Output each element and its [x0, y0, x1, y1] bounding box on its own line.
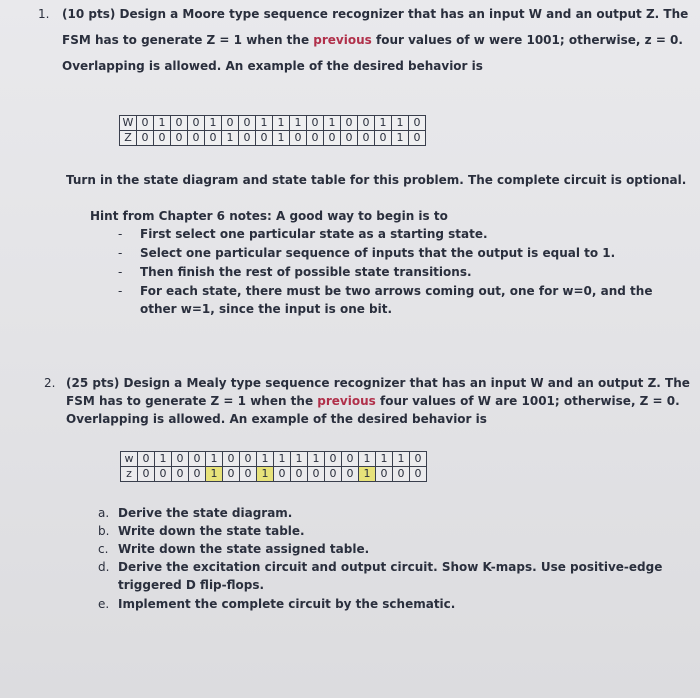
q2-w-cell: 1 — [393, 452, 410, 467]
q1-bullet-3: Then finish the rest of possible state transitions. — [140, 265, 472, 279]
q1-bullet-1 — [140, 226, 488, 242]
q2-w-cell: 1 — [206, 452, 223, 467]
q2-item-b-letter: b. — [98, 524, 110, 538]
q2-item-c: Write down the state assigned table. — [118, 542, 370, 556]
q1-z-cell: 0 — [239, 131, 256, 146]
q2-w-cell: 0 — [172, 452, 189, 467]
q2-w-cell: 1 — [274, 452, 291, 467]
q1-w-cell: 1 — [375, 116, 392, 131]
q2-line2-b: four values of W are 1001; otherwise, Z = 0. — [375, 394, 680, 408]
q1-z-cell: 0 — [188, 131, 205, 146]
q2-item-d-pre: Derive the — [118, 560, 193, 574]
q1-sequence-table — [119, 115, 426, 146]
q2-z-cell: 0 — [342, 467, 359, 482]
q2-w-cell: 1 — [376, 452, 393, 467]
q1-w-cell: 0 — [341, 116, 358, 131]
q2-line2 — [66, 393, 680, 409]
bullet-dash: - — [118, 265, 123, 279]
q1-w-cell: 0 — [307, 116, 324, 131]
q2-item-d-cont: triggered D flip-flops. — [118, 578, 265, 592]
q1-previous: previous — [313, 33, 372, 47]
q1-line2 — [62, 32, 683, 48]
q2-previous: previous — [317, 394, 376, 408]
q1-bullet-1-text: First select one particular state as a — [140, 227, 391, 241]
q2-z-cell: 0 — [325, 467, 342, 482]
q2-w-cell: 1 — [308, 452, 325, 467]
q2-item-a-letter: a. — [98, 506, 110, 520]
q2-w-cell: 0 — [410, 452, 427, 467]
q1-w-cell: 0 — [358, 116, 375, 131]
q1-w-cell: 1 — [324, 116, 341, 131]
q2-w-cell: 0 — [189, 452, 206, 467]
q1-turn-in-a: Turn in the — [66, 173, 144, 187]
q2-z-cell: 0 — [172, 467, 189, 482]
q2-item-e-letter: e. — [98, 597, 110, 611]
q1-z-cell: 0 — [290, 131, 307, 146]
q2-item-a: Derive the state diagram. — [118, 506, 293, 520]
q2-row-w — [121, 452, 427, 467]
q1-w-cell: 0 — [137, 116, 154, 131]
q1-w-cell: 1 — [256, 116, 273, 131]
q2-z-cell: 0 — [291, 467, 308, 482]
q1-turn-in — [66, 172, 686, 188]
q2-z-cell: 0 — [155, 467, 172, 482]
q2-z-cell: 0 — [376, 467, 393, 482]
q2-line1-a: (25 pts) Design a — [66, 376, 187, 390]
q2-w-cell: 0 — [325, 452, 342, 467]
q1-w-cell: 1 — [154, 116, 171, 131]
q1-line1: (10 pts) Design a Moore type sequence recognizer that has an input W and an output Z. The — [62, 7, 689, 21]
q2-mealy: Mealy — [186, 376, 227, 390]
q1-number: 1. — [38, 7, 50, 21]
q2-w-cell: 0 — [240, 452, 257, 467]
q2-z-cell: 0 — [189, 467, 206, 482]
q2-row-z — [121, 467, 427, 482]
q1-w-cell: 0 — [222, 116, 239, 131]
q1-z-cell: 0 — [324, 131, 341, 146]
q1-w-cell: 1 — [205, 116, 222, 131]
q1-z-cell: 0 — [171, 131, 188, 146]
q1-z-cell: 1 — [392, 131, 409, 146]
q2-z-cell: 0 — [274, 467, 291, 482]
q1-w-cell: 0 — [171, 116, 188, 131]
q1-w-cell: 0 — [239, 116, 256, 131]
q2-z-cell: 0 — [240, 467, 257, 482]
bullet-dash: - — [118, 284, 123, 298]
q2-w-cell: 0 — [138, 452, 155, 467]
q1-z-cell: 0 — [154, 131, 171, 146]
q1-z-cell: Z — [120, 131, 137, 146]
q1-z-cell: 0 — [358, 131, 375, 146]
q2-z-cell: 0 — [393, 467, 410, 482]
q2-item-e: Implement the complete circuit by the schematic. — [118, 597, 456, 611]
q2-w-cell: 0 — [223, 452, 240, 467]
q1-bullet-4-cont: other w=1, since the input is one bit. — [140, 302, 393, 316]
q1-w-cell: 1 — [273, 116, 290, 131]
q2-w-cell: w — [121, 452, 138, 467]
q2-line2-a: FSM has to generate Z = 1 when the — [66, 394, 318, 408]
q2-z-cell: 0 — [410, 467, 427, 482]
q1-line3: Overlapping is allowed. An example of the desired behavior is — [62, 59, 483, 73]
q1-w-cell: W — [120, 116, 137, 131]
q1-row-w — [120, 116, 426, 131]
q1-row-z — [120, 131, 426, 146]
q1-bullet-2: Select one particular sequence of inputs that the output is equal to 1. — [140, 246, 616, 260]
q2-item-b: Write down the state table. — [118, 524, 305, 538]
q1-bullet-4: For each state, there must be two arrows coming out, one for w=0, and the — [140, 284, 653, 298]
q1-hint: Hint from Chapter 6 notes: A good way to begin is to — [90, 209, 448, 223]
q1-w-cell: 0 — [409, 116, 426, 131]
q2-line1-b: type sequence recognizer that has an input W and an output Z. The — [226, 376, 690, 390]
bullet-dash: - — [118, 227, 123, 241]
bullet-dash: - — [118, 246, 123, 260]
q1-turn-in-bold: state diagram and state table — [143, 173, 346, 187]
q1-z-cell: 0 — [307, 131, 324, 146]
q2-item-d-post: . Show K-maps. Use positive-edge — [433, 560, 663, 574]
q2-sequence-table — [120, 451, 427, 482]
q2-item-d-bold: excitation circuit and output circuit — [192, 560, 434, 574]
q1-line2-a: FSM has to generate Z = 1 when the — [62, 33, 314, 47]
q1-z-cell: 1 — [273, 131, 290, 146]
q2-item-c-letter: c. — [98, 542, 109, 556]
q1-z-cell: 0 — [409, 131, 426, 146]
q2-line1 — [66, 375, 690, 391]
q1-z-cell: 0 — [205, 131, 222, 146]
q2-number: 2. — [44, 376, 56, 390]
q2-z-cell: z — [121, 467, 138, 482]
q2-item-d — [118, 559, 662, 575]
q2-z-cell: 0 — [223, 467, 240, 482]
q2-z-cell: 1 — [206, 467, 223, 482]
q2-z-cell: 1 — [359, 467, 376, 482]
q1-line2-b: four values of w were 1001; otherwise, z = 0. — [371, 33, 683, 47]
q1-w-cell: 1 — [290, 116, 307, 131]
q2-line3: Overlapping is allowed. An example of the desired behavior is — [66, 412, 487, 426]
q2-w-cell: 1 — [155, 452, 172, 467]
q1-z-cell: 0 — [137, 131, 154, 146]
q1-w-cell: 0 — [188, 116, 205, 131]
q1-z-cell: 0 — [341, 131, 358, 146]
q1-z-cell: 1 — [222, 131, 239, 146]
q2-w-cell: 1 — [257, 452, 274, 467]
q2-w-cell: 1 — [359, 452, 376, 467]
q1-w-cell: 1 — [392, 116, 409, 131]
q1-z-cell: 0 — [256, 131, 273, 146]
q2-w-cell: 1 — [291, 452, 308, 467]
q2-z-cell: 1 — [257, 467, 274, 482]
q1-turn-in-b: for this problem. The complete circuit is optional. — [345, 173, 687, 187]
q1-z-cell: 0 — [375, 131, 392, 146]
q2-w-cell: 0 — [342, 452, 359, 467]
q1-bullet-1-bold: starting state. — [390, 227, 488, 241]
q2-item-d-letter: d. — [98, 560, 110, 574]
q2-z-cell: 0 — [308, 467, 325, 482]
q2-z-cell: 0 — [138, 467, 155, 482]
